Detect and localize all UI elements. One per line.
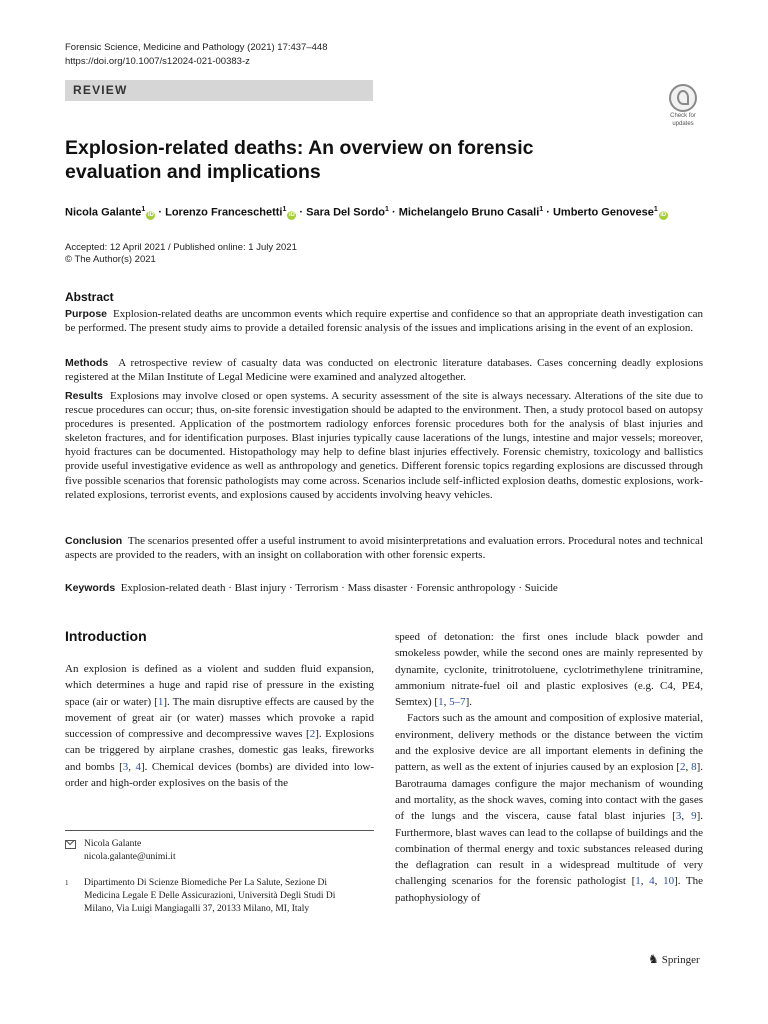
- abstract-methods: [65, 356, 703, 384]
- body-text: ,: [654, 875, 664, 888]
- copyright-line: © The Author(s) 2021: [65, 254, 156, 265]
- results-text: Explosions may involve closed or open systems. A security assessment of the site is always necessary. Alterations of the site due to rescue procedures can occur; thus, on-site forensic investigation should be adapted to the environment. Then, a study protocol based on autopsy procedures is presented. Application of the postmortem radiology enforces forensic procedures both for the analysis of blast injuries and skeleton fractures, and for identification purposes. Blast injuries typically cause lacerations of the lungs, intestine and major vessels; moreover, hyoid fractures can be documented. Histopathology may help to define blast injuries effectively. Forensic chemistry, toxicology and ballistics provide useful investigative evidence as well as anthropology and genetics. Different forensic topics regarding explosions are discussed through five possible scenarios that forensic pathologists may come across. Scenarios include self-inflicted explosion deaths, domestic explosions, work-related explosions, terrorist events, and explosions caused by accidents involving heavy vehicles.: [65, 390, 704, 501]
- article-type-band: [65, 80, 373, 101]
- check-for-updates-badge[interactable]: [663, 84, 703, 127]
- abstract-heading: Abstract: [65, 290, 114, 304]
- body-text: Factors such as the amount and composition of explosive material, environment, delivery methods or the distance between the victim and the explosive device are all important elements in defining the pattern, as well as the extent of injuries caused by an explosion [: [395, 712, 703, 774]
- author-list: [65, 203, 725, 220]
- author-separator: ·: [296, 206, 307, 219]
- author-affiliation-mark: 1: [653, 206, 658, 213]
- body-text: ]. Barotrauma damages configure the major mechanism of wounding and mortality, as the shock waves, coming into contact with the gases of the lungs and the viscera, cause fatal blast injuries [: [395, 761, 704, 823]
- results-label: Results: [65, 390, 103, 402]
- check-for-updates-line2: updates: [672, 120, 694, 127]
- abstract-results: [65, 389, 703, 502]
- author-name[interactable]: Lorenzo Franceschetti: [165, 206, 283, 219]
- publisher-name: Springer: [661, 954, 700, 966]
- citation-link[interactable]: 4: [649, 875, 655, 888]
- methods-label: Methods: [65, 357, 109, 369]
- citation-link[interactable]: 1: [157, 695, 164, 708]
- citation-link[interactable]: 2: [309, 728, 316, 741]
- corresponding-email[interactable]: nicola.galante@unimi.it: [84, 852, 176, 862]
- citation-link[interactable]: 8: [691, 761, 697, 774]
- envelope-icon: [65, 840, 76, 849]
- article-type-label: REVIEW: [73, 83, 128, 97]
- author-name[interactable]: Sara Del Sordo: [306, 206, 386, 219]
- check-for-updates-line1: Check for: [670, 113, 696, 119]
- citation-link[interactable]: 5–7: [449, 696, 466, 709]
- citation-link[interactable]: 2: [679, 761, 686, 774]
- abstract-purpose: [65, 307, 703, 335]
- body-text: ,: [681, 810, 692, 823]
- article-dates: [65, 242, 297, 266]
- body-text: ,: [443, 696, 450, 709]
- corresponding-author: [65, 838, 374, 864]
- affiliation-text: Dipartimento Di Scienze Biomediche Per La Salute, Sezione Di Medicina Legale E Delle Assicurazioni, Università Degli Studi Di Milano, Via Luigi Mangiagalli 37, 20133 Milano, MI, Italy: [84, 878, 336, 914]
- author-separator: ·: [388, 206, 399, 219]
- purpose-text: Explosion-related deaths are uncommon events which require expertise and confidence so that an appropriate death investigation can be performed. The present study aims to provide a detailed forensic analysis of the issues and implications arising in the event of an explosion.: [65, 308, 703, 335]
- author-separator: ·: [543, 206, 553, 219]
- footnote-divider: [65, 830, 374, 831]
- author-name[interactable]: Michelangelo Bruno Casali: [398, 206, 540, 219]
- keywords-label: Keywords: [65, 582, 116, 594]
- section-heading-introduction: Introduction: [65, 628, 147, 644]
- author-name[interactable]: Umberto Genovese: [552, 206, 654, 219]
- check-for-updates-icon: [669, 84, 697, 112]
- body-text: ]. Furthermore, blast waves can lead to the collapse of buildings and the combination of thermal energy and toxic substances released during the deflagration can result in a widespread multitude of very challenging scenarios for the forensic pathologist [: [395, 810, 704, 888]
- introduction-paragraph: [395, 710, 703, 906]
- citation-link[interactable]: 9: [691, 810, 697, 823]
- body-text: An explosion is defined as a violent and sudden fluid expansion, which determines a huge and rapid rise of pressure in the existing space (air or water) [: [65, 663, 374, 708]
- body-text: ].: [465, 696, 472, 709]
- doi-link[interactable]: https://doi.org/10.1007/s12024-021-00383-z: [65, 56, 250, 67]
- introduction-left-column: [65, 661, 374, 791]
- body-text: ]. Explosions can be triggered by airplane crashes, domestic gas leaks, fireworks and bombs [: [65, 728, 375, 773]
- keywords: [65, 581, 705, 595]
- affiliation-footnote: [65, 877, 355, 916]
- keywords-text: Explosion-related death · Blast injury · Terrorism · Mass disaster · Forensic anthropology · Suicide: [120, 582, 558, 594]
- corresponding-name: Nicola Galante: [84, 839, 142, 849]
- methods-text: A retrospective review of casualty data was conducted on electronic literature databases. Cases concerning deadly explosions registered at the Milan Institute of Legal Medicine were examined and analyzed altogether.: [65, 357, 704, 384]
- body-text: speed of detonation: the first ones include black powder and smokeless powder, while the second ones are mainly represented by dynamite, cyclonite, trinitrotoluene, cyclotrimethylene trinitramine, ammonium nitrate-fuel oil and plastic explosives (e.g. C4, PE4, Semtex) [: [395, 631, 703, 709]
- orcid-icon[interactable]: iD: [288, 211, 295, 218]
- accepted-date: Accepted: 12 April 2021: [65, 242, 166, 253]
- introduction-right-column: [395, 629, 703, 906]
- citation-link[interactable]: 1: [635, 875, 641, 888]
- publisher-logo: [648, 952, 700, 967]
- body-text: ,: [640, 875, 650, 888]
- affiliation-number: 1: [65, 879, 69, 887]
- citation-link[interactable]: 1: [438, 696, 444, 709]
- purpose-label: Purpose: [65, 308, 108, 320]
- body-text: ,: [128, 760, 136, 773]
- orcid-icon[interactable]: iD: [147, 211, 154, 218]
- author-affiliation-mark: 1: [539, 206, 544, 213]
- citation-link[interactable]: 3: [122, 760, 129, 773]
- published-date: / Published online: 1 July 2021: [165, 242, 297, 253]
- journal-citation: Forensic Science, Medicine and Pathology (2021) 17:437–448: [65, 42, 328, 53]
- body-text: ]. The pathophysiology of: [395, 875, 704, 904]
- citation-link[interactable]: 10: [663, 875, 675, 888]
- article-title: Explosion-related deaths: An overview on forensic evaluation and implications: [65, 137, 534, 183]
- orcid-icon[interactable]: iD: [660, 211, 667, 218]
- body-text: ]. Chemical devices (bombs) are divided into low-order and high-order explosives on the basis of the: [65, 760, 375, 790]
- body-text: ,: [685, 761, 692, 774]
- author-name[interactable]: Nicola Galante: [65, 206, 142, 219]
- conclusion-text: The scenarios presented offer a useful instrument to avoid misinterpretations and evaluation errors. Procedural notes and technical aspects are provided to the readers, with an insight on collaboration with other forensic experts.: [65, 535, 703, 562]
- author-affiliation-mark: 1: [141, 206, 146, 213]
- conclusion-label: Conclusion: [65, 535, 123, 547]
- springer-horse-icon: ♞: [648, 952, 659, 966]
- body-text: ]. The main disruptive effects are caused by the movement of great air (or water) masses which provoke a rapid succession of compressive and decompressive waves [: [65, 695, 375, 741]
- abstract-conclusion: [65, 534, 703, 562]
- author-separator: ·: [155, 206, 166, 219]
- author-affiliation-mark: 1: [282, 206, 287, 213]
- author-affiliation-mark: 1: [385, 206, 389, 213]
- citation-link[interactable]: 4: [135, 760, 141, 773]
- citation-link[interactable]: 3: [675, 810, 682, 823]
- introduction-paragraph: [395, 629, 703, 710]
